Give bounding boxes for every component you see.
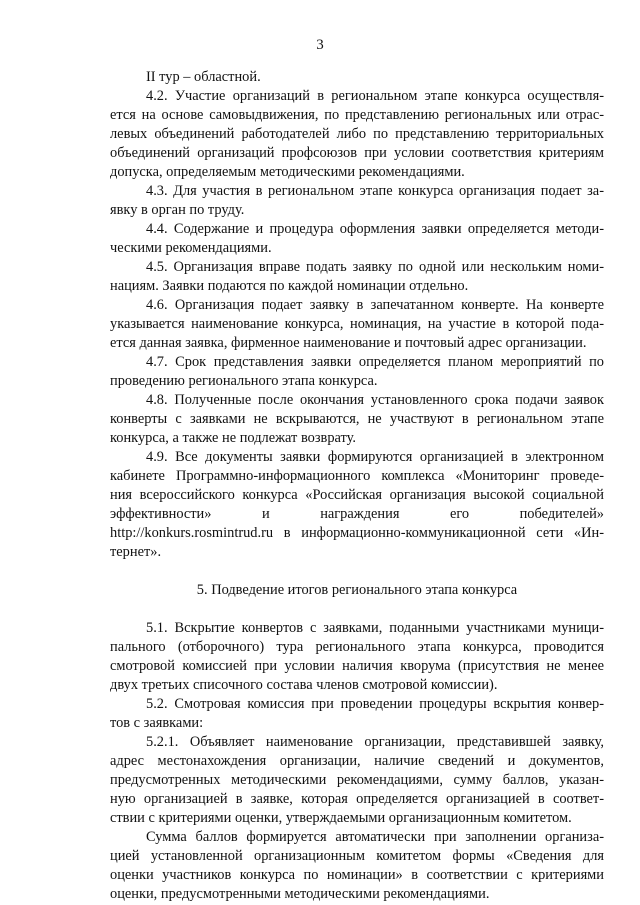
text-line: левых объединений работодателей либо по представлению территориальных — [110, 126, 604, 142]
clause-paragraph — [110, 695, 604, 733]
clause-paragraph — [110, 828, 604, 904]
text-line: 5.1. Вскрытие конвертов с заявками, поданными участниками муници- — [146, 620, 604, 636]
text-line: ную организацией в заявке, которая определяется организацией в соответ- — [110, 791, 604, 807]
text-line: пального (отборочного) тура регионального этапа конкурса, проводится — [110, 639, 604, 655]
text-line: 5.2.1. Объявляет наименование организации, представившей заявку, — [146, 734, 604, 750]
clauses-section-4 — [110, 87, 604, 562]
text-line: http://konkurs.rosmintrud.ru в информационно-коммуникационной сети «Ин- — [110, 525, 604, 541]
text-line: 4.4. Содержание и процедура оформления заявки определяется методи- — [146, 221, 604, 237]
text-line: конверты с заявками не вскрываются, не участвуют в региональном этапе — [110, 411, 604, 427]
text-line: 5.2. Смотровая комиссия при проведении процедуры вскрытия конвер- — [146, 696, 604, 712]
text-line: 4.5. Организация вправе подать заявку по одной или нескольким номи- — [146, 259, 604, 275]
text-line: Сумма баллов формируется автоматически при заполнении организа- — [146, 829, 604, 845]
text-line: предусмотренных методическими рекомендациями, сумму баллов, указан- — [110, 772, 604, 788]
text-line: конкурса, а также не подлежат возврату. — [110, 430, 356, 446]
clause-paragraph — [110, 448, 604, 562]
clause-paragraph — [110, 87, 604, 182]
text-line: ния всероссийского конкурса «Российская организация высокой социальной — [110, 487, 604, 503]
text-line: 4.8. Полученные после окончания установленного срока подачи заявок — [146, 392, 604, 408]
clause-paragraph — [110, 733, 604, 828]
text-line: указывается наименование конкурса, номинация, на участие в которой пода- — [110, 316, 604, 332]
text-line: ется на основе самовыдвижения, по представлению региональных или отрас- — [110, 107, 604, 123]
text-line: объединений организаций профсоюзов при условии соответствия критериям — [110, 145, 604, 161]
text-line: проведению регионального этапа конкурса. — [110, 373, 378, 389]
text-line: 4.9. Все документы заявки формируются организацией в электронном — [146, 449, 604, 465]
clause-paragraph — [110, 353, 604, 391]
text-line: кабинете Программно-информационного комплекса «Мониторинг проведе- — [110, 468, 604, 484]
tour-line: II тур – областной. — [146, 69, 261, 85]
clause-paragraph — [110, 220, 604, 258]
text-line: оценки, предусмотренными методическими рекомендациями. — [110, 886, 490, 902]
clause-paragraph — [110, 296, 604, 353]
text-line: смотровой комиссией при условии наличия кворума (присутствия не менее — [110, 658, 604, 674]
text-line: адрес местонахождения организации, наличие сведений и документов, — [110, 753, 604, 769]
text-line: допуска, определяемым методическими рекомендациями. — [110, 164, 465, 180]
clause-paragraph — [110, 258, 604, 296]
text-line: 4.2. Участие организаций в региональном этапе конкурса осуществля- — [146, 88, 604, 104]
text-line: 4.3. Для участия в региональном этапе конкурса организация подает за- — [146, 183, 604, 199]
text-line: эффективности» и награждения его победителей» — [110, 506, 604, 522]
text-line: ется данная заявка, фирменное наименование и почтовый адрес организации. — [110, 335, 587, 351]
text-line: ствии с критериями оценки, утверждаемыми организационным комитетом. — [110, 810, 572, 826]
text-line: оценки участников конкурса по номинации» в соответствии с критериями — [110, 867, 604, 883]
clause-paragraph — [110, 182, 604, 220]
section-5-heading: 5. Подведение итогов регионального этапа конкурса — [196, 582, 518, 598]
text-line: тов с заявками: — [110, 715, 204, 731]
clauses-section-5 — [110, 619, 604, 904]
text-line: нациям. Заявки подаются по каждой номинации отдельно. — [110, 278, 469, 294]
text-line: 4.6. Организация подает заявку в запечатанном конверте. На конверте — [146, 297, 604, 313]
clause-paragraph — [110, 391, 604, 448]
document-body — [110, 68, 604, 904]
clause-paragraph — [110, 619, 604, 695]
text-line: цией установленной организационным комитетом формы «Сведения для — [110, 848, 604, 864]
text-line: ческими рекомендациями. — [110, 240, 272, 256]
text-line: тернет». — [110, 544, 162, 560]
text-line: 4.7. Срок представления заявки определяется планом мероприятий по — [146, 354, 604, 370]
text-line: явку в орган по труду. — [110, 202, 245, 218]
page-number: 3 — [316, 37, 324, 53]
text-line: двух третьих списочного состава членов смотровой комиссии). — [110, 677, 498, 693]
